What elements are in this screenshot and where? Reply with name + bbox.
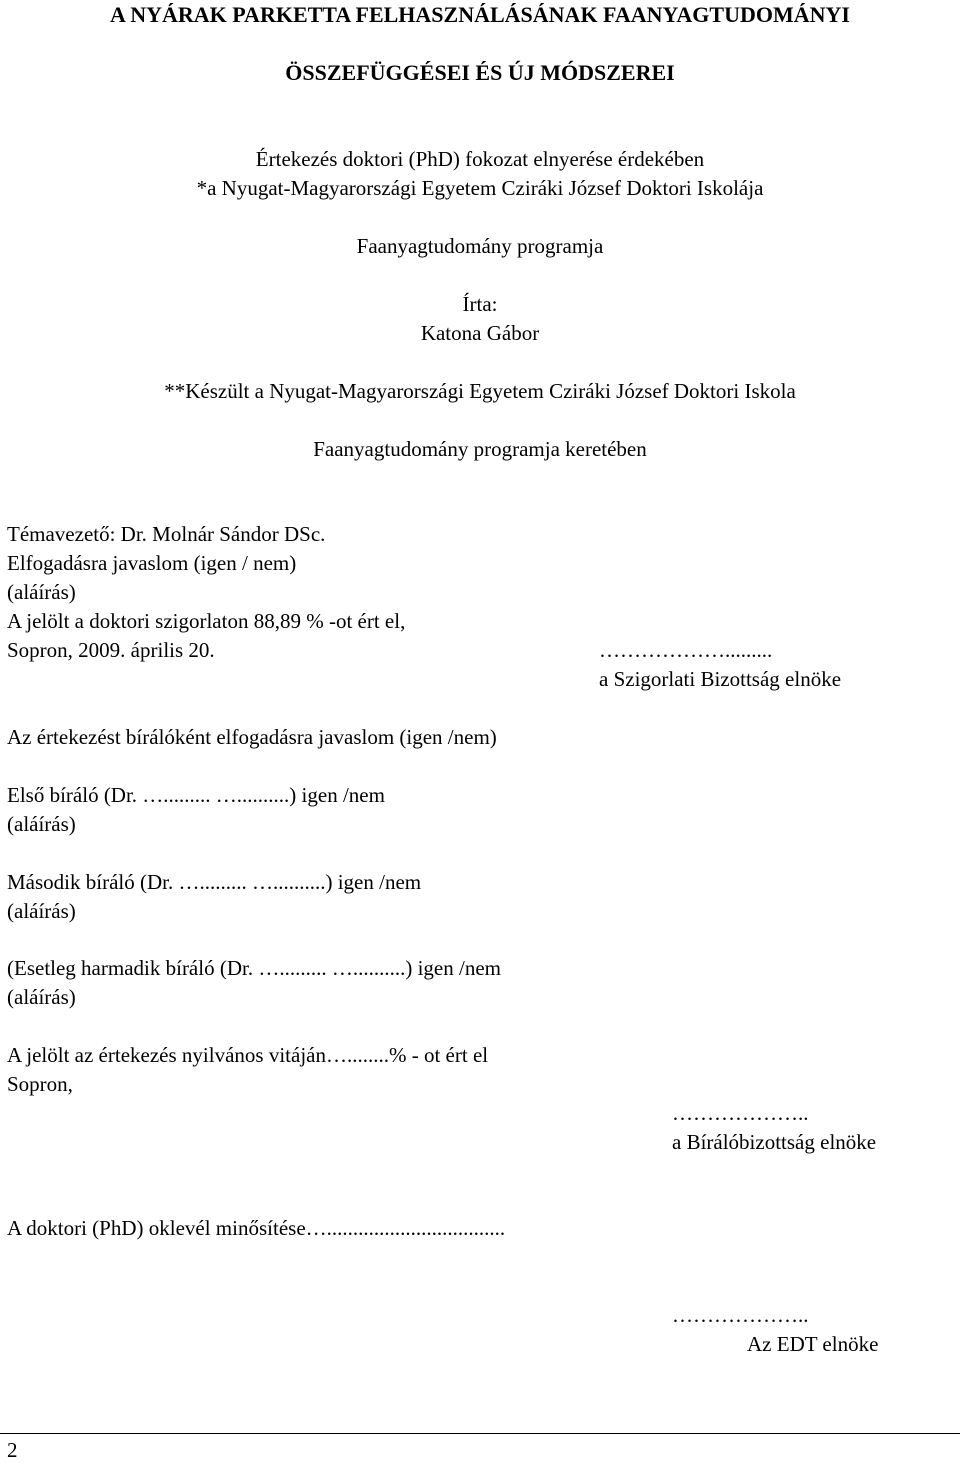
supervisor-accept: Elfogadásra javaslom (igen / nem) <box>7 551 297 575</box>
supervisor-line: Témavezető: Dr. Molnár Sándor DSc. <box>7 522 326 546</box>
defense-place: Sopron, <box>7 1072 73 1096</box>
first-reviewer-signature: (aláírás) <box>7 812 76 836</box>
exam-chair-label: a Szigorlati Bizottság elnöke <box>599 667 842 691</box>
second-reviewer: Második bíráló (Dr. …......... …..........) igen /nem <box>7 870 422 894</box>
second-reviewer-signature: (aláírás) <box>7 899 76 923</box>
exam-chair-signature-dots: ………………......... <box>599 638 773 662</box>
exam-place-date: Sopron, 2009. április 20. <box>7 638 215 662</box>
edt-chair-signature-dots: ……………….. <box>672 1303 809 1327</box>
footer-rule <box>0 1433 960 1434</box>
program-frame-text: Faanyagtudomány programja keretében <box>313 437 647 461</box>
defense-result: A jelölt az értekezés nyilvános vitáján…........% - ot ért el <box>7 1043 489 1067</box>
purpose-text: Értekezés doktori (PhD) fokozat elnyerése érdekében <box>255 147 705 171</box>
third-reviewer-signature: (aláírás) <box>7 985 76 1009</box>
supervisor-signature: (aláírás) <box>7 580 76 604</box>
third-reviewer: (Esetleg harmadik bíráló (Dr. …......... …..........) igen /nem <box>7 956 501 980</box>
written-by-label: Írta: <box>462 292 498 316</box>
reviewers-intro: Az értekezést bírálóként elfogadásra javaslom (igen /nem) <box>7 725 497 749</box>
author-name: Katona Gábor <box>420 321 540 345</box>
school-text: *a Nyugat-Magyarországi Egyetem Cziráki József Doktori Iskolája <box>196 176 764 200</box>
exam-result: A jelölt a doktori szigorlaton 88,89 % -ot ért el, <box>7 609 406 633</box>
defense-chair-signature-dots: ……………….. <box>672 1101 809 1125</box>
diploma-rating: A doktori (PhD) oklevél minősítése….................................. <box>7 1216 506 1240</box>
title-line-2: ÖSSZEFÜGGÉSEI ÉS ÚJ MÓDSZEREI <box>285 60 675 85</box>
title-line-1: A NYÁRAK PARKETTA FELHASZNÁLÁSÁNAK FAANYAGTUDOMÁNYI <box>110 2 850 27</box>
defense-chair-label: a Bírálóbizottság elnöke <box>672 1130 877 1154</box>
program-text: Faanyagtudomány programja <box>356 234 604 258</box>
made-at-text: **Készült a Nyugat-Magyarországi Egyetem Cziráki József Doktori Iskola <box>164 379 796 403</box>
edt-chair-label: Az EDT elnöke <box>747 1332 879 1356</box>
first-reviewer: Első bíráló (Dr. …......... …..........) igen /nem <box>7 783 385 807</box>
page-number: 2 <box>7 1438 18 1462</box>
